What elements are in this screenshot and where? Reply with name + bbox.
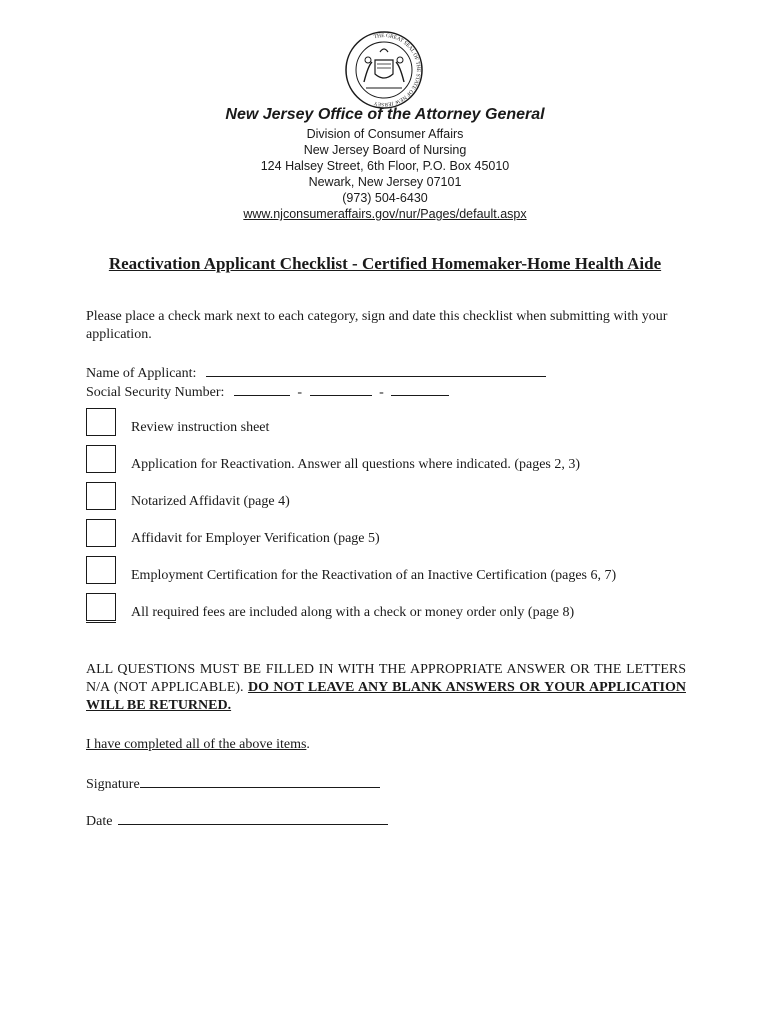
checklist-item [86,556,706,588]
ssn-part-1-field[interactable] [234,383,290,396]
signature-label: Signature [86,777,140,792]
website-link[interactable]: www.njconsumeraffairs.gov/nur/Pages/default.aspx [243,207,527,221]
completion-statement [86,737,310,753]
ssn-label: Social Security Number: [86,385,225,400]
checklist-item-label: Notarized Affidavit (page 4) [131,494,290,509]
state-seal-graphic [344,30,424,110]
checkbox[interactable] [86,408,116,436]
checkbox[interactable] [86,482,116,510]
checklist-item-label: All required fees are included along with a check or money order only (page 8) [131,605,575,620]
applicant-name-label: Name of Applicant: [86,366,197,381]
instructions-text: Please place a check mark next to each category, sign and date this checklist when submitting with your application. [86,309,668,342]
date-row [86,812,388,830]
checkbox[interactable] [86,556,116,584]
checklist-item [86,445,706,477]
applicant-name-row [86,364,546,383]
checklist-item-label: Application for Reactivation. Answer all questions where indicated. (pages 2, 3) [131,457,581,472]
signature-row [86,775,380,793]
checklist-item [86,408,706,440]
checkbox[interactable] [86,593,116,621]
board-name: New Jersey Board of Nursing [303,143,467,157]
city-address: Newark, New Jersey 07101 [308,175,462,189]
ssn-part-3-field[interactable] [391,383,449,396]
seal-ring-text: THE GREAT SEAL OF THE STATE OF NEW JERSEY [373,32,422,108]
ssn-part-2-field[interactable] [310,383,372,396]
ssn-row [86,383,546,402]
street-address: 124 Halsey Street, 6th Floor, P.O. Box 45010 [260,159,510,173]
date-label: Date [86,814,113,829]
page-title: Reactivation Applicant Checklist - Certified Homemaker-Home Health Aide [108,254,662,273]
applicant-fields [86,364,546,402]
checklist-item-label: Review instruction sheet [131,420,270,435]
checkbox-underline [86,622,116,623]
warning-text: ALL QUESTIONS MUST BE FILLED IN WITH THE APPROPRIATE ANSWER OR THE LETTERS N/A (NOT APPLICABLE). [86,662,686,695]
checkbox[interactable] [86,445,116,473]
ssn-separator: - [379,385,384,400]
warning-notice [86,661,686,715]
phone-number: (973) 504-6430 [342,191,428,205]
checklist-item-label: Affidavit for Employer Verification (page 5) [131,531,380,546]
state-seal [344,30,424,110]
checklist-item [86,519,706,551]
signature-field[interactable] [140,775,380,788]
checklist-item [86,593,706,625]
date-field[interactable] [118,812,388,825]
checklist-item [86,482,706,514]
division-name: Division of Consumer Affairs [306,127,464,141]
ssn-separator: - [297,385,303,400]
completion-period: . [306,737,310,752]
checkbox[interactable] [86,519,116,547]
letterhead [0,106,770,222]
applicant-name-field[interactable] [206,364,546,377]
checklist-item-label: Employment Certification for the Reactivation of an Inactive Certification (pages 6, 7) [131,568,617,583]
agency-name: New Jersey Office of the Attorney General [225,106,545,123]
completion-text: I have completed all of the above items [86,737,307,752]
warning-emphasis: DO NOT LEAVE ANY BLANK ANSWERS OR YOUR APPLICATION WILL BE RETURNED. [86,680,686,713]
